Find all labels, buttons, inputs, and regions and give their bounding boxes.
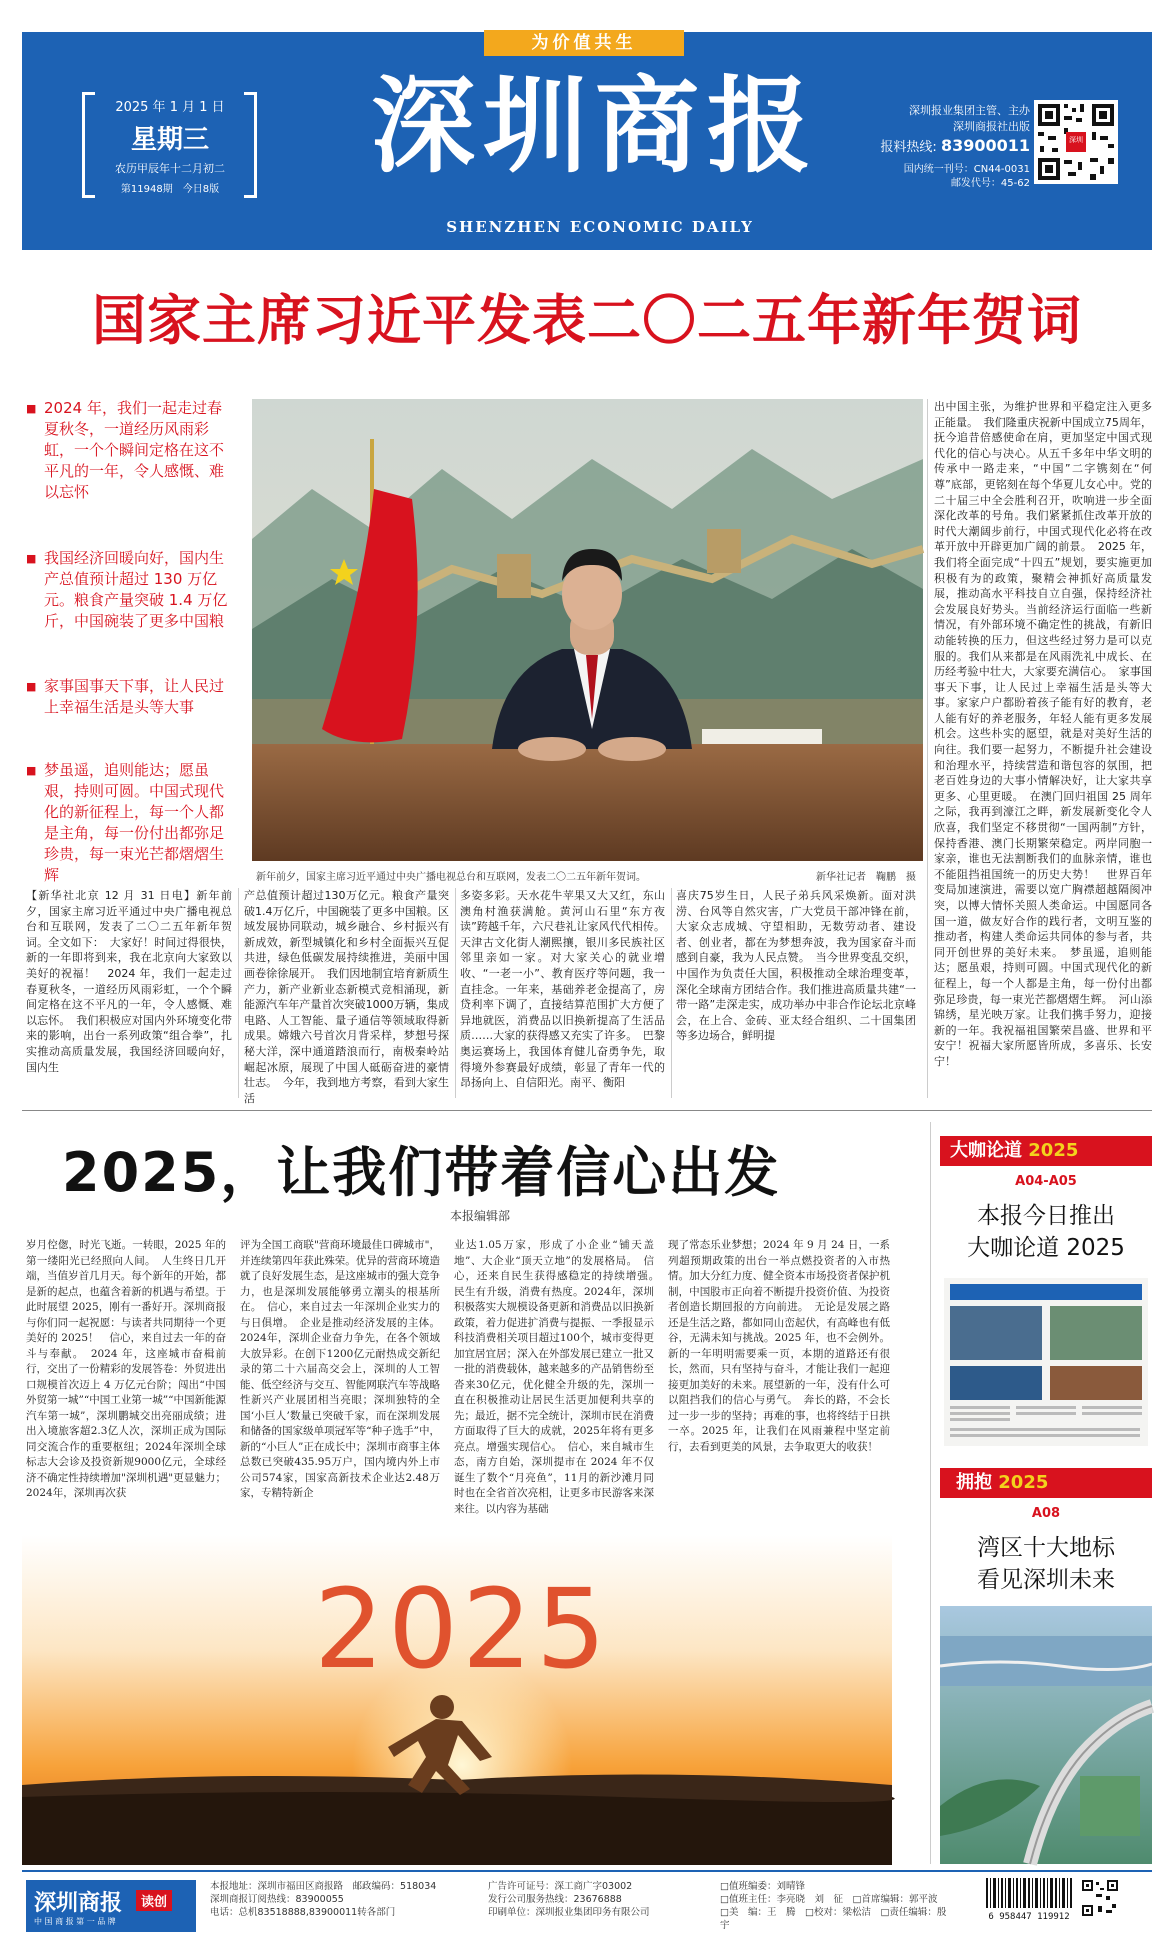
qr-code-icon[interactable] bbox=[1034, 100, 1118, 184]
footer-logo-sub: 中 国 商 报 第 一 品 牌 bbox=[34, 1917, 116, 1926]
promo-page-2: A08 bbox=[1031, 1506, 1061, 1521]
column-divider bbox=[238, 888, 239, 1098]
editorial-image-year: 2025 bbox=[314, 1565, 610, 1693]
article-column-1: 【新华社北京 12 月 31 日电】新年前夕，国家主席习近平通过中央广播电视总台和互联网，发表了二〇二五年新年贺词。全文如下： 大家好！时间过得很快，新的一年即将到来，我在北京向大家致以美好的祝福！ 2024 年，我们一起走过春夏秋冬，一道经历风雨彩虹，一个个瞬间定格在这不平凡的一年，令人感慨、难以忘怀。 我们积极应对国内外环境变化带来的影响，出台一系列政策“组合拳”，扎实推动高质量发展，我国经济回暖向好，国内生 bbox=[26, 889, 232, 1074]
photo-caption-text: 新年前夕，国家主席习近平通过中央广播电视总台和互联网，发表二〇二五年新年贺词。 bbox=[256, 872, 646, 883]
footer-logo-tag: 读创 bbox=[136, 1890, 172, 1911]
column-divider bbox=[671, 888, 672, 1098]
post-code: 邮发代号：45-62 bbox=[950, 178, 1030, 189]
photo-caption bbox=[256, 868, 916, 883]
lead-photo bbox=[252, 399, 923, 861]
newspaper-title-english: SHENZHEN ECONOMIC DAILY bbox=[446, 218, 754, 236]
promo-tag-2[interactable]: 拥抱 2025 bbox=[940, 1468, 1152, 1498]
hotline-label: 报料热线: bbox=[880, 140, 937, 155]
promo-headline-2[interactable]: 湾区十大地标 看见深圳未来 bbox=[977, 1535, 1115, 1593]
article-column-4: 喜庆75岁生日，人民子弟兵风采焕新。面对洪涝、台风等自然灾害，广大党员干部冲锋在前，大家众志成城、守望相助，无数劳动者、建设者、创业者，都在为梦想奔波，我为国家奋斗而感到自豪，我为人民点赞。 当今世界变乱交织，中国作为负责任大国，积极推动全球治理变革，深化全球南方团结合作。我们推进高质量共建“一带一路”走深走实，成功举办中非合作论坛北京峰会，在上合、金砖、亚太经合组织、二十国集团等多边场合，鲜明提 bbox=[676, 889, 916, 1043]
promo-thumbnail-1[interactable] bbox=[944, 1278, 1148, 1446]
footer-qr-code-icon[interactable] bbox=[1080, 1878, 1120, 1918]
barcode-icon bbox=[984, 1878, 1074, 1922]
promo-page-1: A04-A05 bbox=[1015, 1174, 1077, 1189]
editorial-column-4: 现了常态乐业梦想；2024 年 9 月 24 日，一系列超预期政策的出台一举点燃投资者的入市热情。加大分红力度、健全资本市场投资者保护机制，中国股市正向着不断提升投资价值、为投资者创造长期回报的方向前进。 无论是发展之路还是生活之路，都如同山峦起伏，有高峰也有低谷，无满未知与挑战。2025 年，也不会例外。新的一年明明需要乘一页，本期的道路还有很长，然而，只有坚持与奋斗，才能让我们一起迎接更加美好的未来。展望新的一年，没有什么可以阻挡我们的信心与勇气。 奔长的路，不会长过一步一步的坚持；再难的事，也将终结于日拱一卒。2025 年，让我们在风雨兼程中坚定前行，去看到更美的风景，去争取更大的收获！ bbox=[668, 1239, 890, 1453]
promo-headline-1[interactable]: 本报今日推出 大咖论道 2025 bbox=[967, 1203, 1125, 1261]
issue-weekday: 星期三 bbox=[130, 125, 209, 155]
publisher-line-1: 深圳报业集团主管、主办 bbox=[909, 104, 1030, 117]
qr-label: 深圳 bbox=[1069, 136, 1083, 144]
hotline bbox=[880, 136, 1030, 155]
promo-tag-1[interactable]: 大咖论道 2025 bbox=[940, 1136, 1152, 1166]
column-divider bbox=[455, 888, 456, 1098]
issue-number: 第11948期 今日8版 bbox=[120, 184, 220, 195]
date-block bbox=[86, 92, 254, 195]
issue-date: 2025 年 1 月 1 日 bbox=[115, 100, 225, 115]
editorial-column-1: 岁月倥偬，时光飞逝。一转眼，2025 年的第一缕阳光已经照向人间。 人生终日几开端，当值岁首几月天。每个新年的开始，都是新的起点，也蕴含着新的机遇与希望。于此时展望 2025，刚有一番好开。深圳商报与你们同一起祝愿：与读者共同期待一个更美好的 2025！ 信心，来自过去一年的奋斗与奉献。 2024 年，这座城市奋楫前行，交出了一份精彩的发展答卷：外贸进出口规模首次迈上 4 万亿元台阶；闯出“中国外贸第一城”“中国工业第一城”“中国新能源汽车第一城”，深圳鹏城交出亮丽成绩；进出入境旅客超2.3亿人次，深圳正成为国际同交流合作的重要枢纽；2024年深圳全球标志大会诊及投资新规9000亿元，全球经济不确定性持续增加"深圳机遇"更显魅力；2024年，深圳再次获 bbox=[26, 1239, 226, 1499]
editorial-image bbox=[22, 1535, 892, 1865]
column-divider bbox=[927, 399, 928, 1098]
cn-code: 国内统一刊号：CN44-0031 bbox=[903, 164, 1030, 175]
newspaper-title: 深圳商报 bbox=[370, 64, 819, 187]
section-divider bbox=[22, 1110, 1152, 1111]
footer-license: 广告许可证号：深工商广字03002 发行公司服务热线：23676888 印刷单位：深圳报业集团印务有限公司 bbox=[488, 1881, 650, 1918]
promo-thumbnail-2[interactable] bbox=[940, 1606, 1152, 1864]
footer-divider bbox=[22, 1870, 1152, 1872]
editorial-column-2: 评为全国工商联"营商环境最佳口碑城市"，并连续第四年获此殊荣。优异的营商环境造就了良好发展生态，是这座城市的强大竞争力，也是深圳发展能够勇立潮头的根基所在。 信心，来自过去一年深圳企业实力的与日俱增。 企业是推动经济发展的主体。2024年，深圳企业奋力争先，在各个领域大放异彩。在创下1200亿元耐热成交新纪录的第二十六届高交会上，深圳的人工智能、低空经济与交互、智能网联汽车等战略性新兴产业展团相当亮眼；深圳独特的全国‘小巨人’数量已突破千家，而在深圳发展和储备的国家级单项冠军等“种子选手”中，新的“小巨人”正在成长中；深圳市商事主体总数已突破435.95万户，国内境内外上市公司574家，国家高新技术企业达2.48万家，专精特新企 bbox=[240, 1239, 440, 1499]
summary-bullet-2: ■ 我国经济回暖向好，国内生产总值预计超过 130 万亿元。粮食产量突破 1.4 万亿斤，中国碗装了更多中国粮 bbox=[26, 548, 236, 632]
barcode-number: 6 958447 119912 bbox=[988, 1912, 1070, 1922]
hotline-number: 83900011 bbox=[940, 136, 1030, 155]
main-headline: 国家主席习近平发表二〇二五年新年贺词 bbox=[92, 289, 1082, 352]
article-column-3: 多姿多彩。天水花牛苹果又大又红，东山澳角村渔获满舱。黄河山石里“东方夜读”跨越千年，六尺巷礼让家风代代相传。天津古文化街人潮熙攘，银川多民族社区邻里亲如一家。对大家关心的就业增收、“一老一小”、教育医疗等问题，我一直挂念。一年来，基础养老金提高了，房贷利率下调了，直接结算范围扩大方便了异地就医，消费品以旧换新提高了生活品质……大家的获得感又充实了许多。 巴黎奥运赛场上，我国体育健儿奋勇争先，取得境外参赛最好成绩，彰显了青年一代的昂扬向上、自信阳光。南平、衡阳 bbox=[460, 889, 665, 1090]
masthead-motto: 为价值共生 bbox=[484, 30, 684, 56]
photo-credit: 新华社记者 鞠鹏 摄 bbox=[816, 872, 916, 883]
summary-bullet-4: ■ 梦虽遥，追则能达；愿虽艰，持则可圆。中国式现代化的新征程上，每一个人都是主角，每一份付出都弥足珍贵，每一束光芒都熠熠生辉 bbox=[26, 760, 236, 886]
editorial-column-3: 业达1.05万家，形成了小企业“铺天盖地”、大企业“顶天立地”的发展格局。 信心，还来自民生获得感稳定的持续增强。 民生有升级，消费有热度。2024年，深圳积极落实大规模设备更新和消费品以旧换新政策，着力促进扩消费与提振、一季报显示科技消费相关项目超过100个，城市变得更加宜居宜居；深入在外部发展已建立一批又一批的消费载体，越来越多的产品销售纷至沓来30亿元，优化健全升级的先，深圳一直在积极推动让居民生活更加便利共享的先；最近，据不完全统计，深圳市民在消费方面取得了巨大的成就，2025年将有更多亮点。增强实现信心。 信心，来自城市生态，南方自始，深圳提市在 2024 年不仅诞生了数个“月亮鱼”，11月的新沙滩月同时也在全省首次亮相，让更多市民游客来深来往。以内容为基础 bbox=[454, 1239, 665, 1515]
summary-bullet-3: ■ 家事国事天下事，让人民过上幸福生活是头等大事 bbox=[26, 676, 236, 718]
editorial-title: 2025，让我们带着信心出发 bbox=[62, 1141, 781, 1204]
publisher-line-2: 深圳商报社出版 bbox=[953, 120, 1030, 133]
editorial-author: 本报编辑部 bbox=[449, 1209, 510, 1223]
footer-logo-text: 深圳商报 bbox=[34, 1890, 123, 1916]
column-divider bbox=[930, 1122, 931, 1864]
article-column-5: 出中国主张，为维护世界和平稳定注入更多正能量。 我们隆重庆祝新中国成立75周年，抚今追昔倍感使命在肩，更加坚定中国式现代化的信心与决心。从五千多年中华文明的传承中一路走来，“中国”二字镌刻在“何尊”底部，更铭刻在每个华夏儿女心中。党的二十届三中全会胜利召开，吹响进一步全面深化改革的号角。我们紧紧抓住改革开放的时代大潮阔步前行，中国式现代化必将在改革开放中开辟更加广阔的前景。 2025 年，我们将全面完成“十四五”规划，要实施更加积极有为的政策，聚精会神抓好高质量发展，推动高水平科技自立自强，保持经济社会发展良好势头。当前经济运行面临一些新情况，有外部环境不确定性的挑战，有新旧动能转换的压力，但这些经过努力是可以克服的。我们从来都是在风雨洗礼中成长、在历经考验中壮大，大家要充满信心。 家事国事天下事，让人民过上幸福生活是头等大事。家家户户都盼着孩子能有好的教育，老人能有好的养老服务，年轻人能有更多发展机会。这些朴实的愿望，就是对美好生活的向往。我们要一起努力，不断提升社会建设和治理水平，持续营造和谐包容的氛围，把老百姓身边的大事小情解决好，让大家共享更多、心里更暖。 在澳门回归祖国 25 周年之际，我再到濠江之畔，新发展新变化令人欣喜，我们坚定不移贯彻“一国两制”方针，保持香港、澳门长期繁荣稳定。两岸同胞一家亲，谁也无法割断我们的血脉亲情，谁也不能阻挡祖国统一的历史大势！ 世界百年变局加速演进，需要以宽广胸襟超越隔阂冲突，以博大情怀关照人类命运。中国愿同各国一道，做友好合作的践行者，文明互鉴的推动者，构建人类命运共同体的参与者，共同开创世界的美好未来。 梦虽遥，追则能达；愿虽艰，持则可圆。中国式现代化的新征程上，每一个人都是主角，每一份付出都弥足珍贵，每一束光芒都熠熠生辉。 河山添锦绣，星光映万家。让我们携手努力，迎接新的一年。我祝福祖国繁荣昌盛、世界和平安宁！祝福大家所愿皆所成，多喜乐、长安宁！ bbox=[934, 400, 1152, 1068]
lunar-date: 农历甲辰年十二月初二 bbox=[115, 162, 225, 175]
summary-bullet-1: ■ 2024 年，我们一起走过春夏秋冬，一道经历风雨彩虹，一个个瞬间定格在这不平凡的一年，令人感慨、难以忘怀 bbox=[26, 398, 236, 503]
footer-editors: □值班编委：刘晴锋 □值班主任：李亮晓 刘 征 □首席编辑：郭平波 □美 编：王 腾 □校对：梁松洁 □责任编辑：殷 宇 bbox=[720, 1881, 956, 1931]
footer-logo bbox=[26, 1880, 196, 1932]
footer-contact: 本报地址：深圳市福田区商报路 邮政编码：518034 深圳商报订阅热线：83900055 电话：总机83518888,83900011转各部门 bbox=[210, 1881, 437, 1918]
article-column-2: 产总值预计超过130万亿元。粮食产量突破1.4万亿斤，中国碗装了更多中国粮。区域发展协同联动，城乡融合、乡村振兴有新成效，新型城镇化和乡村全面振兴互促共进，绿色低碳发展持续推进，美丽中国画卷徐徐展开。 我们因地制宜培育新质生产力，新产业新业态新模式竞相涌现，新能源汽车年产量首次突破1000万辆，集成电路、人工智能、量子通信等领域取得新成果。嫦娥六号首次月背采样，梦想号探秘大洋，深中通道踏浪而行，南极秦岭站崛起冰原，展现了中国人砥砺奋进的豪情壮志。 今年，我到地方考察，看到大家生活 bbox=[244, 889, 449, 1105]
